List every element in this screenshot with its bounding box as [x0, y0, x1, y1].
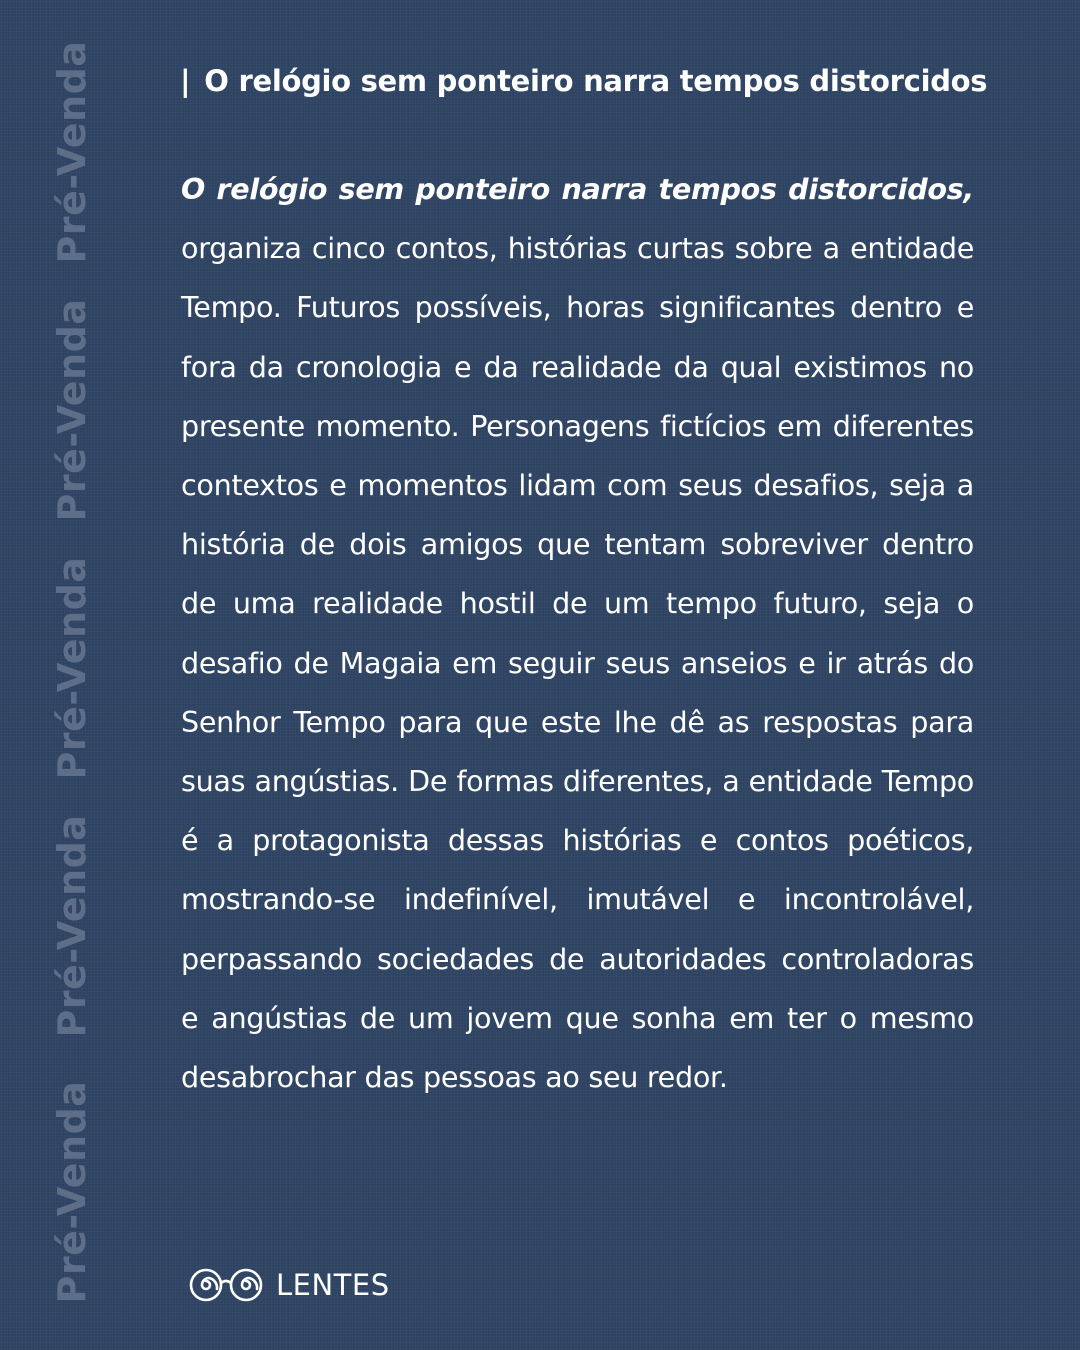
side-label-pre-venda: Pré-Venda [50, 1080, 94, 1304]
side-label-pre-venda: Pré-Venda [50, 298, 94, 522]
brand-name: LENTES [276, 1268, 390, 1302]
spiral-glasses-icon [188, 1265, 266, 1305]
synopsis-book-title: O relógio sem ponteiro narra tempos distorcidos, [181, 172, 974, 206]
side-label-band [0, 0, 150, 1350]
synopsis-text: organiza cinco contos, histórias curtas sobre a entidade Tempo. Futuros possíveis, horas significantes dentro e fora da cronologia e da realidade da qual existimos no presente momento. Personagens fictícios em diferentes contextos e momentos lidam com seus desafios, seja a história de dois amigos que tentam sobreviver dentro de uma realidade hostil de um tempo futuro, seja o desafio de Magaia em seguir seus anseios e ir atrás do Senhor Tempo para que este lhe dê as respostas para suas angústias. De formas diferentes, a entidade Tempo é a protagonista dessas histórias e contos poéticos, mostrando-se indefinível, imutável e incontrolável, perpassando sociedades de autoridades controladoras e angústias de um jovem que sonha em ter o mesmo desabrochar das pessoas ao seu redor. [181, 231, 974, 1095]
title-text: O relógio sem ponteiro narra tempos distorcidos [204, 64, 988, 98]
brand-logo [188, 1262, 390, 1308]
side-label-pre-venda: Pré-Venda [50, 556, 94, 780]
side-label-pre-venda: Pré-Venda [50, 814, 94, 1038]
synopsis-paragraph [181, 160, 974, 1107]
side-label-pre-venda: Pré-Venda [50, 40, 94, 264]
page-title [180, 64, 988, 98]
title-bar-marker: | [180, 64, 191, 98]
